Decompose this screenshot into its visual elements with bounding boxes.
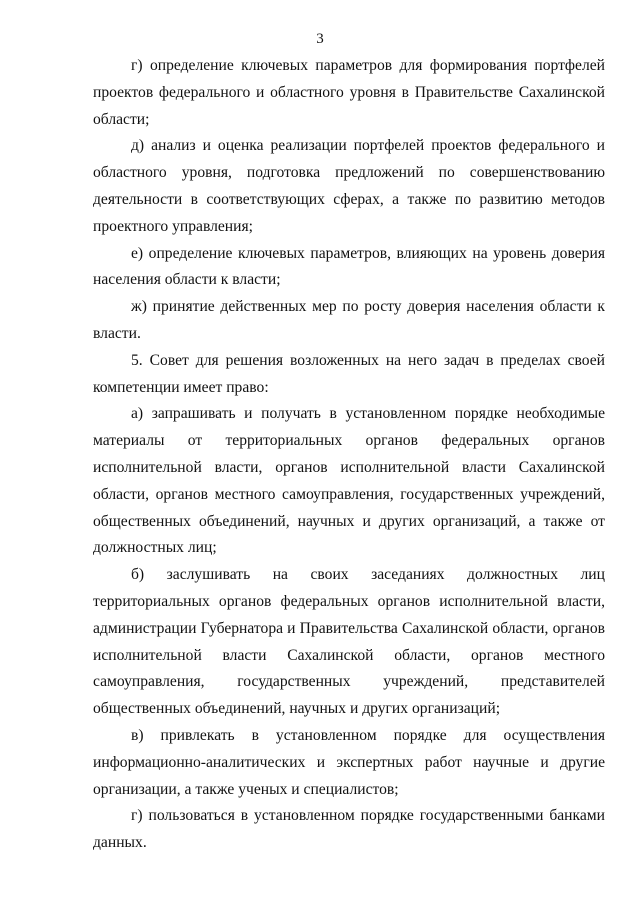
paragraph-5-council-rights: 5. Совет для решения возложенных на него задач в пределах своей компетенции имеет право: — [93, 351, 605, 396]
paragraph-b-hear-officials: б) заслушивать на своих заседаниях должностных лиц территориальных органов федеральных органов исполнительной власти, администрации Губернатора и Правительства Сахалинской области, органов исполнительной власти Сахалинской области, органов местного самоуправления, государственных учреждений, представителей общественных объединений, научных и других организаций; — [93, 566, 605, 718]
paragraph-e-trust-parameters: е) определение ключевых параметров, влияющих на уровень доверия населения области к власти; — [93, 244, 605, 289]
paragraph-v-involve-organizations: в) привлекать в установленном порядке для осуществления информационно-аналитических и экспертных работ научные и другие организации, а также ученых и специалистов; — [93, 726, 605, 798]
paragraph-a-request-materials: а) запрашивать и получать в установленном порядке необходимые материалы от территориальных органов федеральных органов исполнительной власти, органов исполнительной власти Сахалинской области, органов местного самоуправления, государственных учреждений, общественных объединений, научных и других организаций, а также от должностных лиц; — [93, 405, 605, 557]
page-number: 3 — [316, 31, 324, 47]
paragraph-d-analysis: д) анализ и оценка реализации портфелей проектов федерального и областного уровня, подготовка предложений по совершенствованию деятельности в соответствующих сферах, а также по развитию методов проектного управления; — [93, 137, 605, 235]
paragraph-zh-trust-measures: ж) принятие действенных мер по росту доверия населения области к власти. — [93, 298, 605, 342]
document-body — [93, 53, 605, 857]
paragraph-g-key-parameters: г) определение ключевых параметров для формирования портфелей проектов федерального и областного уровня в Правительстве Сахалинской области; — [93, 57, 605, 128]
paragraph-g-use-data-banks: г) пользоваться в установленном порядке государственными банками данных. — [93, 807, 605, 852]
